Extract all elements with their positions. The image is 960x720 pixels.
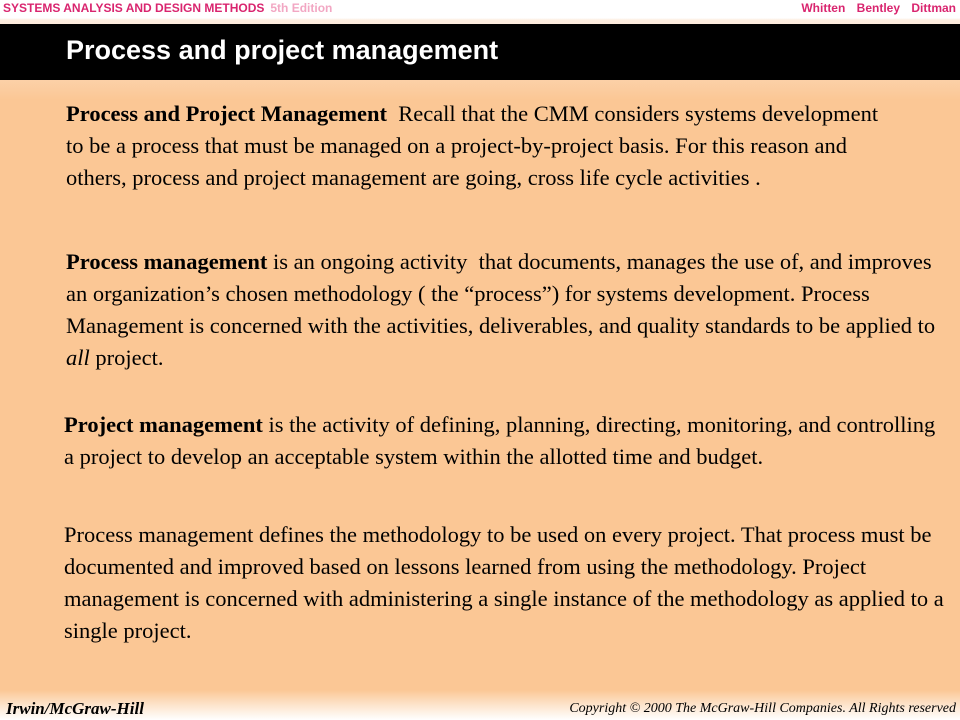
paragraph-text: is an ongoing activity that documents, manages the use of, and improves an organization’s chosen methodology ( the “process”) for systems development. Process Management is concerned with the activities, deliverables, and quality standards to be applied to [66,249,941,338]
paragraph-lead: Process management [66,249,268,274]
authors: Whitten Bentley Dittman [801,1,956,15]
copyright-notice: Copyright © 2000 The McGraw-Hill Companies. All Rights reserved [569,701,956,716]
edition-label: 5th Edition [270,1,333,15]
paragraph-text: Recall that the CMM considers systems development to be a process that must be managed on a project-by-project basis. For this reason and others, process and project management are going, cross life cycle activities . [66,101,884,190]
paragraph-lead: Process and Project Management [66,101,387,126]
paragraph-cmm-intro [66,98,896,194]
paragraph-text: is the activity of defining, planning, directing, monitoring, and controlling a project to develop an acceptable system within the allotted time and budget. [64,412,936,469]
header-bar [0,0,960,18]
paragraph-tail: project. [89,345,164,370]
paragraph-emphasis: all [66,345,90,370]
paragraph-text: Process management defines the methodology to be used on every project. That process must be documented and improved based on lessons learned from using the methodology. Project management is concerned with administering a single instance of the methodology as applied to a single project. [64,522,944,643]
paragraph-summary [64,519,944,647]
paragraph-process-management [66,246,956,374]
title-bar [0,24,960,80]
paragraph-project-management [64,409,949,473]
publisher-label: Irwin/McGraw-Hill [6,699,144,718]
book-title-group [3,1,332,15]
paragraph-lead: Project management [64,412,263,437]
book-title: SYSTEMS ANALYSIS AND DESIGN METHODS [3,1,265,15]
slide-title: Process and project management [66,35,499,65]
